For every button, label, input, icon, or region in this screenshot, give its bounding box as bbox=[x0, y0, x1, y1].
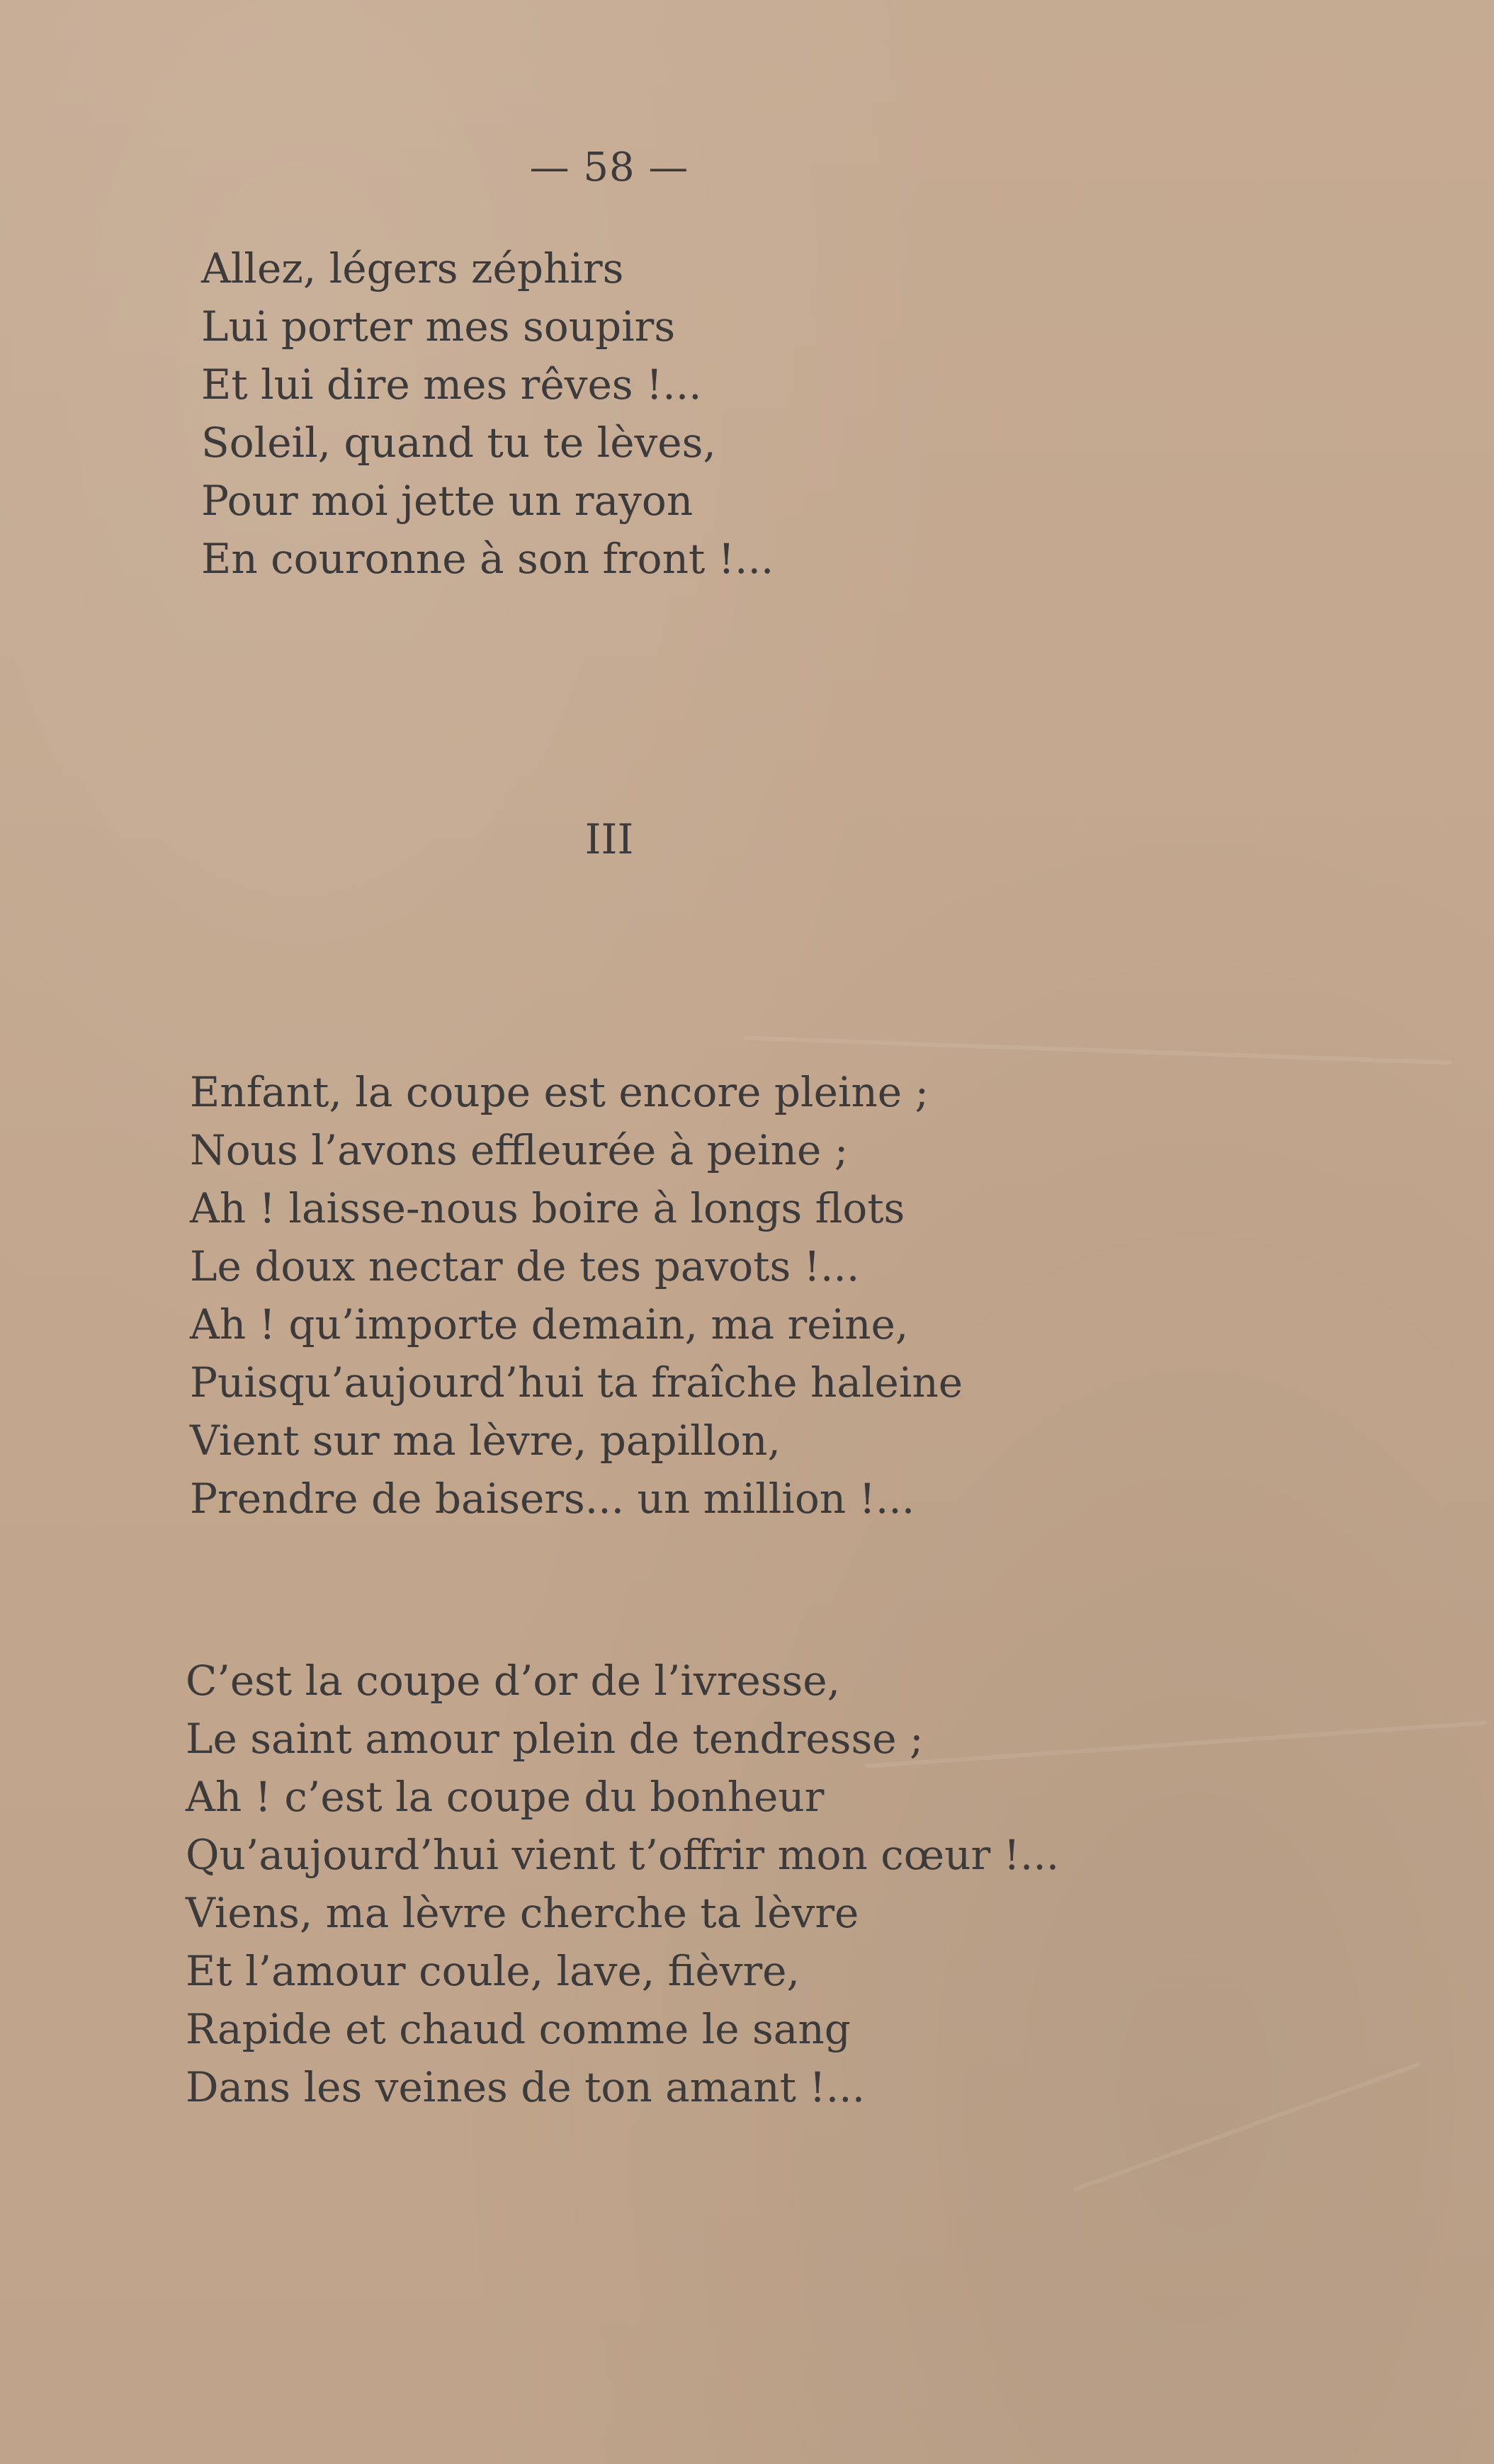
poem-line: Ah ! laisse-nous boire à longs flots bbox=[190, 1184, 905, 1232]
poem-line: Enfant, la coupe est encore pleine ; bbox=[190, 1068, 929, 1116]
poem-line: Dans les veines de ton amant !... bbox=[186, 2063, 866, 2111]
poem-line: Et l’amour coule, lave, fièvre, bbox=[186, 1947, 800, 1995]
poem-line: Ah ! c’est la coupe du bonheur bbox=[186, 1773, 825, 1821]
poem-stanza-2 bbox=[0, 1063, 1346, 1528]
poem-line: En couronne à son front !... bbox=[201, 535, 774, 583]
poem-line: Lui porter mes soupirs bbox=[201, 302, 676, 351]
page-number: — 58 — bbox=[529, 144, 689, 191]
poem-stanza-3 bbox=[0, 1652, 1346, 2116]
poem-line: Viens, ma lèvre cherche ta lèvre bbox=[186, 1889, 859, 1937]
section-heading: III bbox=[584, 815, 634, 863]
poem-line: Prendre de baisers... un million !... bbox=[190, 1475, 915, 1523]
poem-line: Pour moi jette un rayon bbox=[201, 477, 694, 525]
poem-line: Puisqu’aujourd’hui ta fraîche haleine bbox=[190, 1358, 963, 1407]
poem-line: Nous l’avons effleurée à peine ; bbox=[190, 1126, 849, 1174]
poem-line: Qu’aujourd’hui vient t’offrir mon cœur !... bbox=[186, 1831, 1060, 1879]
poem-stanza-1 bbox=[0, 239, 1346, 588]
poem-line: Rapide et chaud comme le sang bbox=[186, 2005, 851, 2053]
poem-line: Ah ! qu’importe demain, ma reine, bbox=[190, 1300, 909, 1349]
poem-line: Le doux nectar de tes pavots !... bbox=[190, 1242, 860, 1290]
poem-line: Allez, légers zéphirs bbox=[201, 244, 624, 293]
paper-crease bbox=[744, 1036, 1452, 1065]
poem-line: Soleil, quand tu te lèves, bbox=[201, 419, 716, 467]
poem-line: Le saint amour plein de tendresse ; bbox=[186, 1715, 924, 1763]
poem-line: C’est la coupe d’or de l’ivresse, bbox=[186, 1657, 841, 1705]
poem-line: Et lui dire mes rêves !... bbox=[201, 360, 702, 409]
poem-line: Vient sur ma lèvre, papillon, bbox=[190, 1416, 781, 1465]
